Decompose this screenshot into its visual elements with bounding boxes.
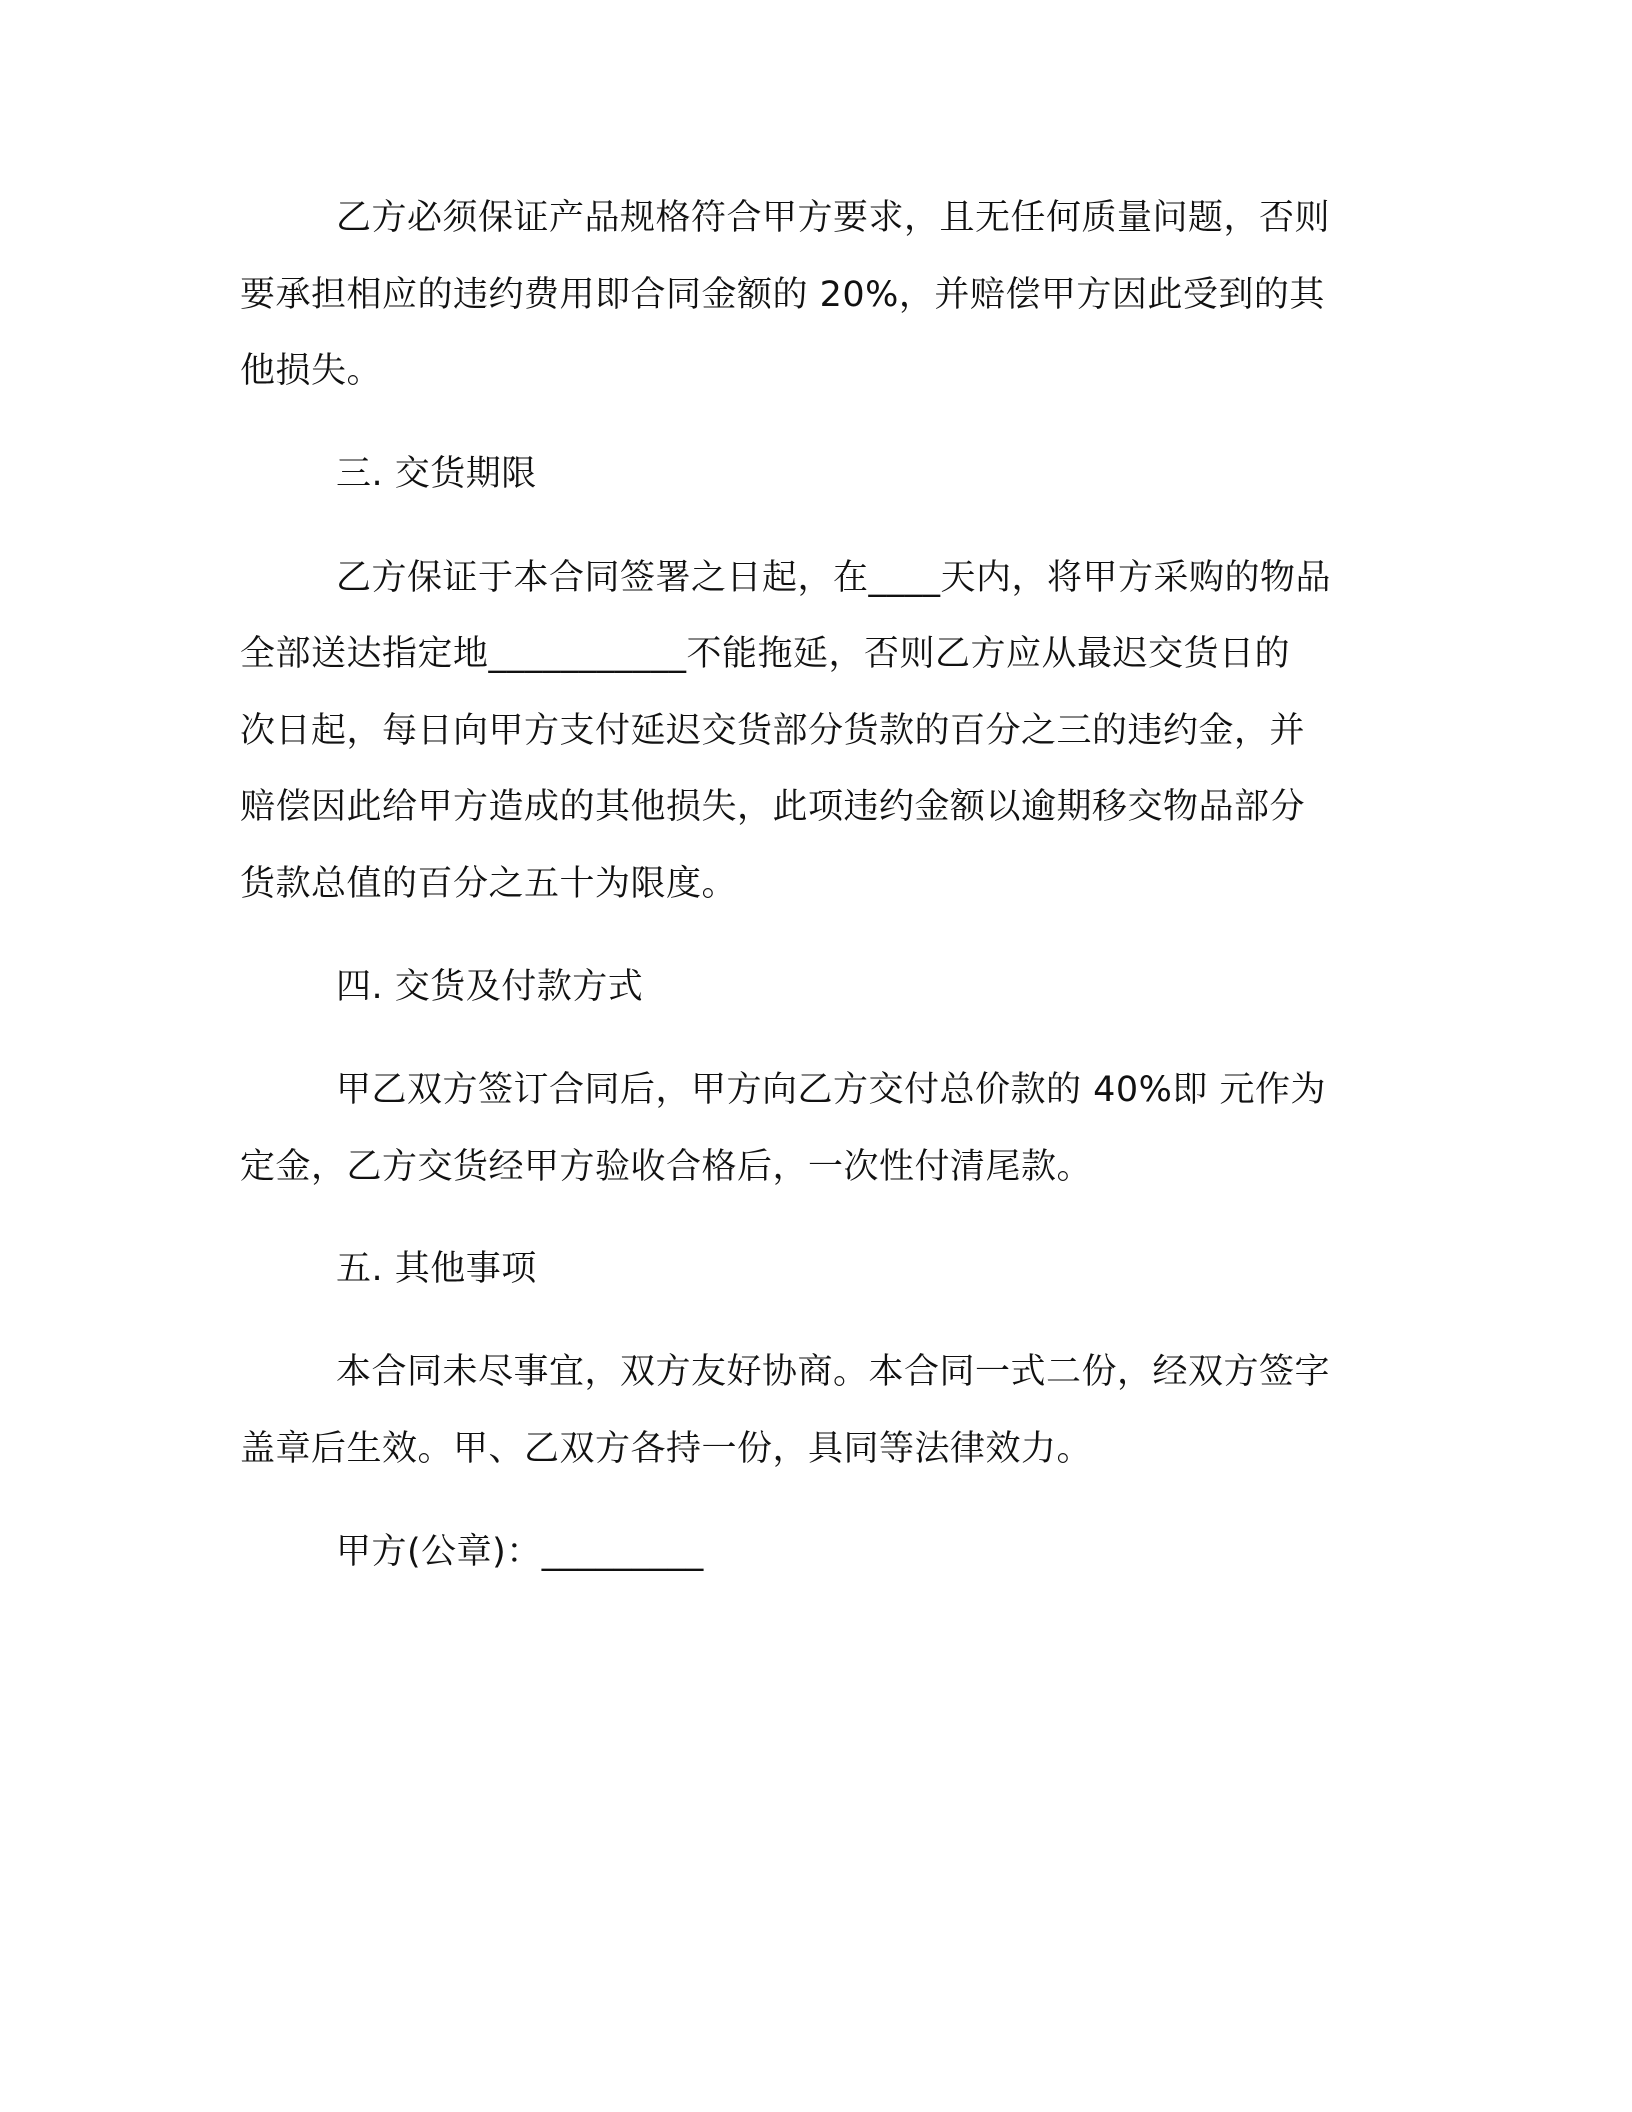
paragraph-other-line-2: 盖章后生效。甲、乙双方各持一份，具同等法律效力。 xyxy=(240,1429,1093,1469)
section-heading-delivery-period: 三. 交货期限 xyxy=(336,454,537,494)
paragraph-other-line-1: 本合同未尽事宜，双方友好协商。本合同一式二份，经双方签字 xyxy=(336,1352,1331,1392)
paragraph-payment-line-2: 定金，乙方交货经甲方验收合格后，一次性付清尾款。 xyxy=(240,1147,1093,1187)
paragraph-quality-line-3: 他损失。 xyxy=(240,351,383,391)
paragraph-payment-line-1: 甲乙双方签订合同后，甲方向乙方交付总价款的 40%即 元作为 xyxy=(336,1070,1327,1110)
paragraph-delivery-line-4: 赔偿因此给甲方造成的其他损失，此项违约金额以逾期移交物品部分 xyxy=(240,787,1306,827)
paragraph-quality-line-1: 乙方必须保证产品规格符合甲方要求，且无任何质量问题，否则 xyxy=(336,198,1331,238)
paragraph-delivery-line-3: 次日起，每日向甲方支付延迟交货部分货款的百分之三的违约金，并 xyxy=(240,711,1306,751)
paragraph-delivery-line-1: 乙方保证于本合同签署之日起，在____天内，将甲方采购的物品 xyxy=(336,558,1332,598)
section-heading-payment: 四. 交货及付款方式 xyxy=(336,967,644,1007)
paragraph-delivery-line-5: 货款总值的百分之五十为限度。 xyxy=(240,864,738,904)
signature-party-a: 甲方(公章)：_________ xyxy=(336,1532,704,1572)
paragraph-delivery-line-2: 全部送达指定地___________不能拖延，否则乙方应从最迟交货日的 xyxy=(240,634,1291,674)
section-heading-other-matters: 五. 其他事项 xyxy=(336,1249,537,1289)
paragraph-quality-line-2: 要承担相应的违约费用即合同金额的 20%，并赔偿甲方因此受到的其 xyxy=(240,275,1325,315)
